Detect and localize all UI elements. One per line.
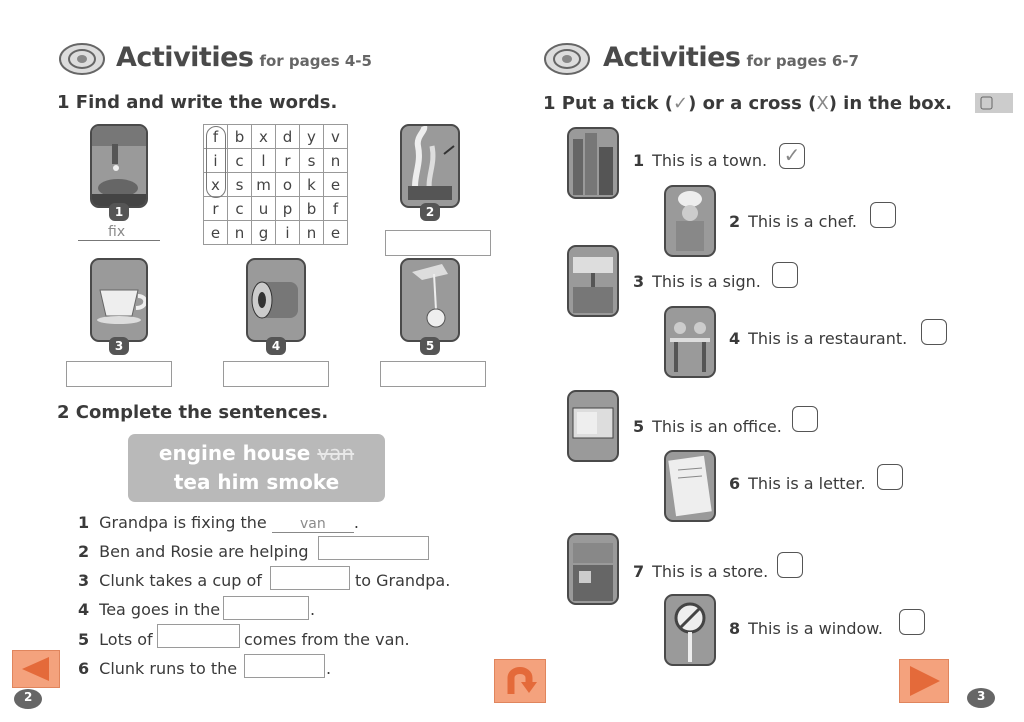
- picture-number-badge: 3: [109, 337, 129, 355]
- tick-box-1[interactable]: ✓: [779, 143, 805, 169]
- picture-chef: [664, 185, 716, 257]
- sentence-6-end: .: [326, 659, 332, 678]
- tick-item-4: 4 This is a restaurant.: [729, 329, 908, 348]
- sentence-6-blank[interactable]: [244, 654, 325, 678]
- picture-number-badge: 4: [266, 337, 286, 355]
- picture-restaurant: [664, 306, 716, 378]
- cloud-swirl-icon: [543, 40, 591, 76]
- tick-item-3: 3 This is a sign.: [633, 272, 761, 291]
- picture-yoyo: [400, 258, 460, 342]
- sentence-2-blank[interactable]: [318, 536, 429, 560]
- right-arrow-icon: [900, 660, 948, 702]
- tick-box-6[interactable]: [877, 464, 903, 490]
- page-tab-icon: [975, 93, 1013, 113]
- picture-number-badge: 2: [420, 203, 440, 221]
- tick-box-5[interactable]: [792, 406, 818, 432]
- next-page-button[interactable]: [899, 659, 949, 703]
- tick-box-3[interactable]: [772, 262, 798, 288]
- left-arrow-icon: [13, 651, 59, 687]
- u-turn-icon: [495, 660, 545, 702]
- picture-number-badge: 1: [109, 203, 129, 221]
- tick-box-2[interactable]: [870, 202, 896, 228]
- picture-sign: [567, 245, 619, 317]
- word-search-grid: f b x d y v i c l r s n x s m o k e r c u p b f e n g i n e: [203, 124, 348, 245]
- picture-tap: [90, 124, 148, 208]
- word-bank-crossed-word: van: [317, 441, 355, 465]
- sentence-2: 2 Ben and Rosie are helping: [78, 542, 309, 561]
- sentence-5-end: comes from the van.: [244, 630, 410, 649]
- sentence-3: 3 Clunk takes a cup of: [78, 571, 262, 590]
- answer-box-4[interactable]: [223, 361, 329, 387]
- sentence-3-end: to Grandpa.: [355, 571, 451, 590]
- tick-item-5: 5 This is an office.: [633, 417, 782, 436]
- q2-title: 2 Complete the sentences.: [57, 402, 329, 423]
- page-number-right: 3: [977, 689, 986, 703]
- tick-item-8: 8 This is a window.: [729, 619, 883, 638]
- cloud-swirl-icon: [58, 40, 106, 76]
- picture-cup: [90, 258, 148, 342]
- picture-town: [567, 127, 619, 199]
- sentence-5-blank[interactable]: [157, 624, 240, 648]
- picture-no-entry-sign: [664, 594, 716, 666]
- picture-letter: [664, 450, 716, 522]
- tick-item-6: 6 This is a letter.: [729, 474, 866, 493]
- picture-store: [567, 533, 619, 605]
- sentence-5: 5 Lots of: [78, 630, 153, 649]
- back-button[interactable]: [494, 659, 546, 703]
- page-number-left: 2: [24, 690, 33, 704]
- picture-smoke: [400, 124, 460, 208]
- sentence-3-blank[interactable]: [270, 566, 350, 590]
- picture-office: [567, 390, 619, 462]
- prev-page-button[interactable]: [12, 650, 60, 688]
- tick-item-7: 7 This is a store.: [633, 562, 769, 581]
- word-bank-row-2: tea him smoke: [173, 470, 340, 494]
- sentence-6: 6 Clunk runs to the: [78, 659, 238, 678]
- answer-box-5[interactable]: [380, 361, 486, 387]
- word-bank: [128, 434, 385, 502]
- word-circle-fix: [206, 126, 226, 198]
- left-heading: Activities for pages 4-5: [116, 42, 372, 73]
- q1-title-right: 1 Put a tick (✓) or a cross (X) in the box.: [543, 93, 953, 114]
- sentence-4-end: .: [310, 600, 316, 619]
- picture-number-badge: 5: [420, 337, 440, 355]
- answer-line-1: [78, 240, 160, 241]
- answer-box-2[interactable]: [385, 230, 491, 256]
- sentence-4: 4 Tea goes in the: [78, 600, 221, 619]
- answer-1-text: fix: [108, 224, 126, 240]
- answer-box-3[interactable]: [66, 361, 172, 387]
- tick-item-1: 1 This is a town.: [633, 151, 768, 170]
- q1-title-left: 1 Find and write the words.: [57, 92, 338, 113]
- sentence-4-blank[interactable]: [223, 596, 309, 620]
- tick-item-2: 2 This is a chef.: [729, 212, 858, 231]
- sentence-1: 1 Grandpa is fixing the van .: [78, 513, 359, 532]
- tick-box-7[interactable]: [777, 552, 803, 578]
- picture-engine: [246, 258, 306, 342]
- word-bank-row-1: engine house van: [158, 441, 355, 465]
- right-heading: Activities for pages 6-7: [603, 42, 859, 73]
- tick-box-8[interactable]: [899, 609, 925, 635]
- tick-box-4[interactable]: [921, 319, 947, 345]
